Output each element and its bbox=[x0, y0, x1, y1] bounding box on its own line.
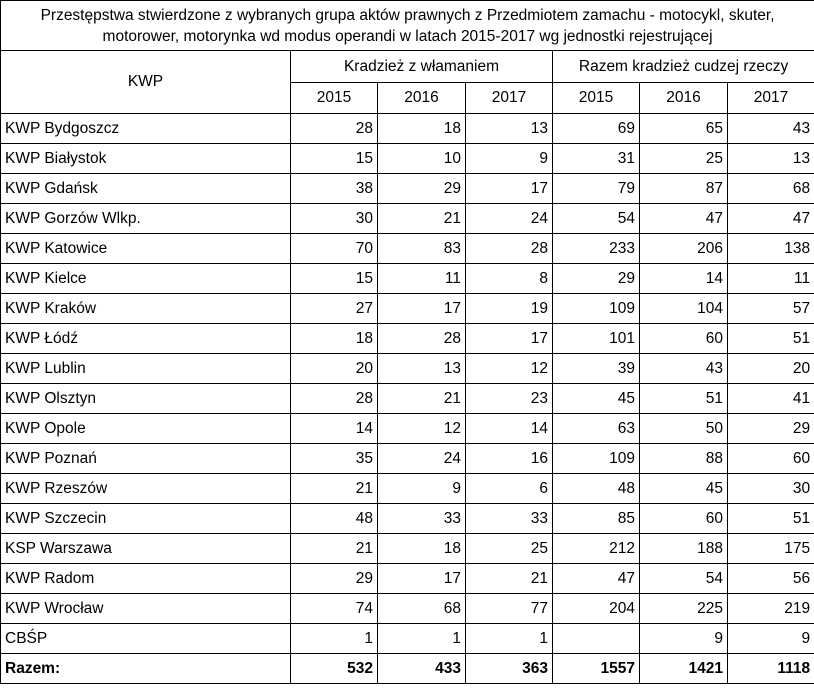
value-cell: 15 bbox=[291, 144, 378, 174]
value-cell: 21 bbox=[466, 564, 553, 594]
value-cell: 88 bbox=[640, 444, 728, 474]
unit-name-cell: KWP Kraków bbox=[1, 294, 291, 324]
value-cell: 33 bbox=[466, 504, 553, 534]
value-cell: 43 bbox=[640, 354, 728, 384]
value-cell: 85 bbox=[553, 504, 640, 534]
value-cell: 30 bbox=[728, 474, 814, 504]
table-row bbox=[1, 534, 814, 564]
value-cell: 51 bbox=[640, 384, 728, 414]
value-cell: 79 bbox=[553, 174, 640, 204]
value-cell: 18 bbox=[291, 324, 378, 354]
value-cell: 18 bbox=[378, 114, 466, 144]
year-header: 2015 bbox=[291, 83, 378, 114]
value-cell: 104 bbox=[640, 294, 728, 324]
value-cell: 24 bbox=[378, 444, 466, 474]
unit-name-cell: KWP Rzeszów bbox=[1, 474, 291, 504]
value-cell: 206 bbox=[640, 234, 728, 264]
unit-name-cell: Razem: bbox=[1, 654, 291, 684]
value-cell: 17 bbox=[378, 294, 466, 324]
unit-name-cell: KWP Radom bbox=[1, 564, 291, 594]
value-cell bbox=[553, 624, 640, 654]
value-cell: 9 bbox=[378, 474, 466, 504]
value-cell: 9 bbox=[640, 624, 728, 654]
unit-name-cell: KWP Szczecin bbox=[1, 504, 291, 534]
value-cell: 60 bbox=[640, 504, 728, 534]
value-cell: 9 bbox=[728, 624, 814, 654]
value-cell: 21 bbox=[291, 534, 378, 564]
value-cell: 138 bbox=[728, 234, 814, 264]
value-cell: 1557 bbox=[553, 654, 640, 684]
value-cell: 175 bbox=[728, 534, 814, 564]
value-cell: 8 bbox=[466, 264, 553, 294]
value-cell: 33 bbox=[378, 504, 466, 534]
value-cell: 68 bbox=[728, 174, 814, 204]
value-cell: 101 bbox=[553, 324, 640, 354]
table-row bbox=[1, 294, 814, 324]
value-cell: 29 bbox=[378, 174, 466, 204]
value-cell: 1421 bbox=[640, 654, 728, 684]
value-cell: 19 bbox=[466, 294, 553, 324]
value-cell: 363 bbox=[466, 654, 553, 684]
value-cell: 25 bbox=[640, 144, 728, 174]
value-cell: 54 bbox=[553, 204, 640, 234]
value-cell: 74 bbox=[291, 594, 378, 624]
unit-name-cell: KWP Lublin bbox=[1, 354, 291, 384]
value-cell: 21 bbox=[378, 204, 466, 234]
value-cell: 20 bbox=[291, 354, 378, 384]
table-row bbox=[1, 624, 814, 654]
value-cell: 10 bbox=[378, 144, 466, 174]
value-cell: 9 bbox=[466, 144, 553, 174]
value-cell: 1 bbox=[466, 624, 553, 654]
table-row bbox=[1, 414, 814, 444]
value-cell: 16 bbox=[466, 444, 553, 474]
unit-name-cell: KWP Gorzów Wlkp. bbox=[1, 204, 291, 234]
value-cell: 13 bbox=[466, 114, 553, 144]
table-row bbox=[1, 234, 814, 264]
value-cell: 39 bbox=[553, 354, 640, 384]
value-cell: 48 bbox=[553, 474, 640, 504]
table-row bbox=[1, 264, 814, 294]
year-header: 2015 bbox=[553, 83, 640, 114]
value-cell: 18 bbox=[378, 534, 466, 564]
unit-name-cell: CBŚP bbox=[1, 624, 291, 654]
table-row bbox=[1, 564, 814, 594]
year-header: 2016 bbox=[640, 83, 728, 114]
value-cell: 28 bbox=[291, 114, 378, 144]
value-cell: 1 bbox=[378, 624, 466, 654]
value-cell: 212 bbox=[553, 534, 640, 564]
value-cell: 54 bbox=[640, 564, 728, 594]
value-cell: 28 bbox=[291, 384, 378, 414]
value-cell: 433 bbox=[378, 654, 466, 684]
value-cell: 12 bbox=[378, 414, 466, 444]
unit-name-cell: KWP Łódź bbox=[1, 324, 291, 354]
table-row bbox=[1, 384, 814, 414]
year-header: 2017 bbox=[728, 83, 814, 114]
value-cell: 17 bbox=[378, 564, 466, 594]
value-cell: 21 bbox=[378, 384, 466, 414]
value-cell: 24 bbox=[466, 204, 553, 234]
table-row bbox=[1, 144, 814, 174]
value-cell: 204 bbox=[553, 594, 640, 624]
unit-name-cell: KWP Olsztyn bbox=[1, 384, 291, 414]
value-cell: 13 bbox=[728, 144, 814, 174]
value-cell: 14 bbox=[466, 414, 553, 444]
value-cell: 56 bbox=[728, 564, 814, 594]
value-cell: 87 bbox=[640, 174, 728, 204]
unit-name-cell: KWP Bydgoszcz bbox=[1, 114, 291, 144]
value-cell: 188 bbox=[640, 534, 728, 564]
unit-name-cell: KSP Warszawa bbox=[1, 534, 291, 564]
value-cell: 17 bbox=[466, 324, 553, 354]
unit-name-cell: KWP Opole bbox=[1, 414, 291, 444]
group-header-row bbox=[1, 51, 814, 83]
value-cell: 70 bbox=[291, 234, 378, 264]
value-cell: 6 bbox=[466, 474, 553, 504]
value-cell: 25 bbox=[466, 534, 553, 564]
value-cell: 65 bbox=[640, 114, 728, 144]
value-cell: 29 bbox=[728, 414, 814, 444]
unit-name-cell: KWP Białystok bbox=[1, 144, 291, 174]
value-cell: 27 bbox=[291, 294, 378, 324]
value-cell: 31 bbox=[553, 144, 640, 174]
unit-name-cell: KWP Poznań bbox=[1, 444, 291, 474]
unit-column-header: KWP bbox=[1, 51, 291, 114]
unit-name-cell: KWP Gdańsk bbox=[1, 174, 291, 204]
value-cell: 225 bbox=[640, 594, 728, 624]
value-cell: 47 bbox=[728, 204, 814, 234]
value-cell: 43 bbox=[728, 114, 814, 144]
value-cell: 60 bbox=[640, 324, 728, 354]
value-cell: 30 bbox=[291, 204, 378, 234]
value-cell: 219 bbox=[728, 594, 814, 624]
value-cell: 48 bbox=[291, 504, 378, 534]
value-cell: 63 bbox=[553, 414, 640, 444]
value-cell: 20 bbox=[728, 354, 814, 384]
table-row bbox=[1, 204, 814, 234]
table-row bbox=[1, 114, 814, 144]
value-cell: 50 bbox=[640, 414, 728, 444]
value-cell: 29 bbox=[291, 564, 378, 594]
value-cell: 45 bbox=[640, 474, 728, 504]
unit-name-cell: KWP Wrocław bbox=[1, 594, 291, 624]
value-cell: 38 bbox=[291, 174, 378, 204]
value-cell: 17 bbox=[466, 174, 553, 204]
value-cell: 1 bbox=[291, 624, 378, 654]
value-cell: 69 bbox=[553, 114, 640, 144]
value-cell: 47 bbox=[553, 564, 640, 594]
table-row bbox=[1, 324, 814, 354]
value-cell: 51 bbox=[728, 504, 814, 534]
value-cell: 13 bbox=[378, 354, 466, 384]
value-cell: 41 bbox=[728, 384, 814, 414]
unit-name-cell: KWP Katowice bbox=[1, 234, 291, 264]
value-cell: 14 bbox=[640, 264, 728, 294]
value-cell: 532 bbox=[291, 654, 378, 684]
value-cell: 109 bbox=[553, 294, 640, 324]
value-cell: 83 bbox=[378, 234, 466, 264]
unit-name-cell: KWP Kielce bbox=[1, 264, 291, 294]
value-cell: 21 bbox=[291, 474, 378, 504]
value-cell: 14 bbox=[291, 414, 378, 444]
value-cell: 233 bbox=[553, 234, 640, 264]
table-row bbox=[1, 504, 814, 534]
year-header: 2017 bbox=[466, 83, 553, 114]
table-row bbox=[1, 354, 814, 384]
value-cell: 23 bbox=[466, 384, 553, 414]
table-row bbox=[1, 444, 814, 474]
value-cell: 57 bbox=[728, 294, 814, 324]
value-cell: 29 bbox=[553, 264, 640, 294]
value-cell: 11 bbox=[728, 264, 814, 294]
value-cell: 28 bbox=[378, 324, 466, 354]
table-row bbox=[1, 174, 814, 204]
value-cell: 15 bbox=[291, 264, 378, 294]
value-cell: 60 bbox=[728, 444, 814, 474]
value-cell: 77 bbox=[466, 594, 553, 624]
table-row bbox=[1, 594, 814, 624]
table-title: Przestępstwa stwierdzone z wybranych grupa aktów prawnych z Przedmiotem zamachu - motocykl, skuter, motorower, motorynka wd modus operandi w latach 2015-2017 wg jednostki rejestrującej bbox=[1, 1, 814, 51]
value-cell: 28 bbox=[466, 234, 553, 264]
value-cell: 68 bbox=[378, 594, 466, 624]
group-header-burglary: Kradzież z włamaniem bbox=[291, 51, 553, 83]
value-cell: 1118 bbox=[728, 654, 814, 684]
value-cell: 11 bbox=[378, 264, 466, 294]
title-row bbox=[1, 1, 814, 51]
value-cell: 51 bbox=[728, 324, 814, 354]
value-cell: 35 bbox=[291, 444, 378, 474]
total-row bbox=[1, 654, 814, 684]
value-cell: 47 bbox=[640, 204, 728, 234]
group-header-total-theft: Razem kradzież cudzej rzeczy bbox=[553, 51, 814, 83]
value-cell: 109 bbox=[553, 444, 640, 474]
year-header: 2016 bbox=[378, 83, 466, 114]
table-row bbox=[1, 474, 814, 504]
value-cell: 45 bbox=[553, 384, 640, 414]
value-cell: 12 bbox=[466, 354, 553, 384]
